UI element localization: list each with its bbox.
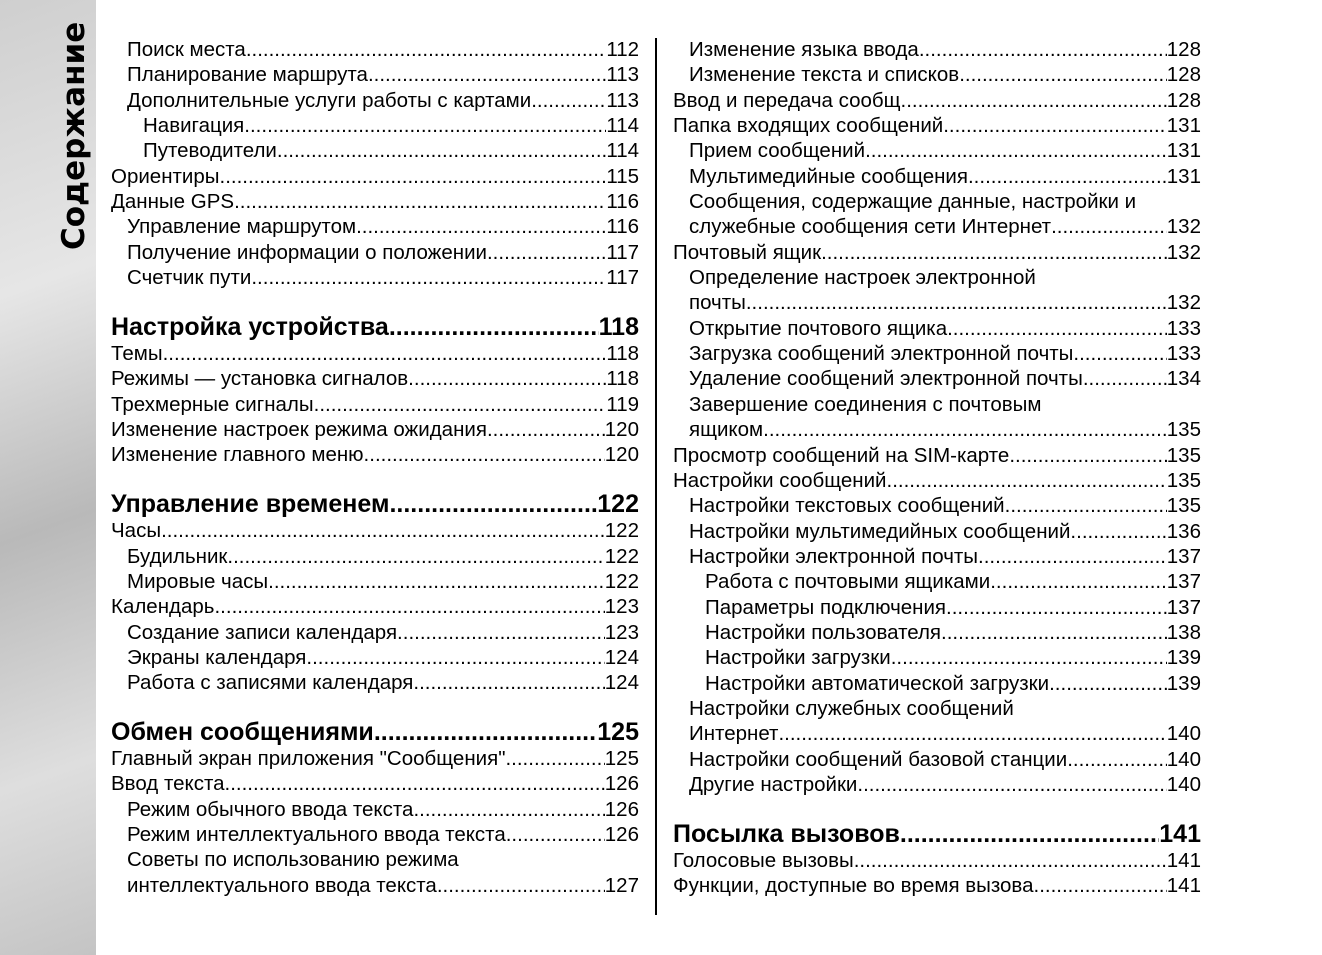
toc-entry-label: Ввод и передача сообщ <box>673 88 901 112</box>
toc-entry-first-line: Завершение соединения с почтовым <box>689 392 1042 416</box>
dot-leader <box>368 62 606 87</box>
toc-entry[interactable] <box>111 518 639 543</box>
dot-leader <box>408 366 606 391</box>
toc-entry-label: Другие настройки <box>689 772 858 796</box>
toc-page-number: 123 <box>604 595 639 619</box>
toc-entry-first-line: Определение настроек электронной <box>689 266 1036 290</box>
toc-entry[interactable] <box>111 265 639 290</box>
dot-leader <box>268 569 605 594</box>
toc-page-number: 120 <box>604 417 639 441</box>
toc-page-number: 119 <box>606 392 639 416</box>
toc-page-number: 116 <box>606 215 639 239</box>
toc-right-column <box>673 37 1201 899</box>
toc-page-number: 122 <box>604 544 639 568</box>
toc-page-number: 128 <box>1166 88 1201 112</box>
toc-entry-label: Настройки автоматической загрузки <box>705 671 1050 695</box>
toc-entry[interactable] <box>673 645 1201 670</box>
dot-leader <box>1083 366 1167 391</box>
dot-leader <box>364 442 605 467</box>
toc-page-number: 113 <box>606 63 639 87</box>
toc-entry[interactable] <box>673 747 1201 772</box>
dot-leader <box>978 544 1167 569</box>
toc-entry-label: Работа с записями календаря <box>127 671 414 695</box>
dot-leader <box>891 645 1167 670</box>
toc-entry-label: Изменение настроек режима ожидания <box>111 417 487 441</box>
dot-leader <box>389 491 597 518</box>
toc-page-number: 112 <box>606 38 639 61</box>
toc-entry-label: Изменение языка ввода <box>689 38 919 61</box>
dot-leader <box>251 265 606 290</box>
dot-leader <box>397 620 605 645</box>
toc-entry-label: Режимы — установка сигналов <box>111 367 409 391</box>
toc-entry[interactable] <box>673 113 1201 138</box>
dot-leader <box>487 417 605 442</box>
toc-page-number: 133 <box>1166 342 1201 366</box>
toc-entry[interactable] <box>673 569 1201 594</box>
toc-entry-label: Навигация <box>143 114 245 138</box>
toc-page-number: 116 <box>606 190 639 214</box>
toc-entry[interactable] <box>673 620 1201 645</box>
toc-entry-label: Режим интеллектуального ввода текста <box>127 823 506 847</box>
toc-entry-label: Функции, доступные во время вызова <box>673 874 1034 898</box>
toc-page-number: 128 <box>1166 38 1201 61</box>
toc-entry[interactable] <box>111 189 639 214</box>
toc-entry[interactable] <box>673 88 1201 113</box>
toc-entry[interactable] <box>111 164 639 189</box>
dot-leader <box>506 822 605 847</box>
toc-page-number: 113 <box>606 88 639 112</box>
toc-entry[interactable] <box>673 468 1201 493</box>
toc-entry-label: Создание записи календаря <box>127 620 398 644</box>
toc-entry[interactable] <box>111 417 639 442</box>
dot-leader <box>1067 747 1167 772</box>
toc-entry[interactable] <box>673 37 1201 62</box>
dot-leader <box>865 138 1167 163</box>
dot-leader <box>857 772 1166 797</box>
toc-page-number: 135 <box>1166 494 1201 518</box>
toc-entry-label: Изменение главного меню <box>111 443 364 467</box>
toc-entry-label: Открытие почтового ящика <box>689 316 948 340</box>
toc-page-number: 125 <box>604 747 639 771</box>
toc-entry-label: Планирование маршрута <box>127 63 368 87</box>
toc-entry-first-line: Сообщения, содержащие данные, настройки и <box>689 190 1137 214</box>
toc-entry[interactable] <box>673 671 1201 696</box>
toc-page-number: 137 <box>1166 595 1201 619</box>
toc-entry[interactable] <box>673 544 1201 569</box>
toc-entry[interactable] <box>673 848 1201 873</box>
toc-entry-label: Посылка вызовов <box>673 820 900 848</box>
toc-entry-label: интеллектуального ввода текста <box>127 873 437 897</box>
toc-entry[interactable] <box>673 214 1201 239</box>
toc-entry-label: Почтовый ящик <box>673 240 822 264</box>
toc-entry-label: Настройки электронной почты <box>689 544 979 568</box>
toc-page-number: 137 <box>1166 570 1201 594</box>
toc-entry[interactable] <box>111 138 639 163</box>
toc-entry[interactable] <box>111 442 639 467</box>
toc-entry[interactable] <box>111 620 639 645</box>
toc-page-number: 140 <box>1166 722 1201 746</box>
toc-entry[interactable] <box>111 62 639 87</box>
dot-leader <box>763 417 1167 442</box>
dot-leader <box>900 821 1159 848</box>
toc-page-number: 136 <box>1166 519 1201 543</box>
toc-entry[interactable] <box>673 721 1201 746</box>
dot-leader <box>246 37 607 62</box>
toc-entry-label: Ввод текста <box>111 772 225 796</box>
toc-page-number: 124 <box>604 671 639 695</box>
toc-section-heading[interactable] <box>673 821 1201 848</box>
toc-entry[interactable] <box>111 670 639 695</box>
toc-entry-label: ящиком <box>689 418 764 442</box>
toc-entry[interactable] <box>673 443 1201 468</box>
toc-page-number: 117 <box>606 266 639 290</box>
toc-page-number: 140 <box>1166 747 1201 771</box>
dot-leader <box>220 164 607 189</box>
toc-page-number: 140 <box>1166 772 1201 796</box>
dot-leader <box>389 314 599 341</box>
dot-leader <box>1070 519 1166 544</box>
toc-page-number: 128 <box>1166 63 1201 87</box>
toc-entry-label: Настройки текстовых сообщений <box>689 494 1005 518</box>
toc-page-number: 132 <box>1166 215 1201 239</box>
toc-entry[interactable] <box>673 873 1201 898</box>
toc-entry[interactable] <box>673 290 1201 315</box>
toc-entry-label: Управление временем <box>111 491 390 519</box>
toc-page-number: 139 <box>1166 646 1201 670</box>
dot-leader <box>505 746 604 771</box>
toc-page-number: 135 <box>1166 443 1201 467</box>
toc-page-number: 135 <box>1166 468 1201 492</box>
toc-entry-label: Управление маршрутом <box>127 215 357 239</box>
dot-leader <box>214 594 604 619</box>
toc-page-number: 123 <box>604 620 639 644</box>
toc-entry-label: Данные GPS <box>111 190 235 214</box>
toc-page-number: 135 <box>1166 418 1201 442</box>
toc-page-number: 122 <box>604 519 639 543</box>
toc-entry-label: Настройки мультимедийных сообщений <box>689 519 1071 543</box>
toc-entry[interactable] <box>673 772 1201 797</box>
toc-entry-label: почты <box>689 291 746 315</box>
dot-leader <box>531 88 606 113</box>
toc-entry[interactable] <box>111 113 639 138</box>
toc-page-number: 132 <box>1166 240 1201 264</box>
dot-leader <box>234 189 606 214</box>
toc-entry-label: Темы <box>111 341 163 365</box>
toc-entry[interactable] <box>111 240 639 265</box>
toc-page-number: 138 <box>1166 620 1201 644</box>
toc-page-number: 132 <box>1166 291 1201 315</box>
dot-leader <box>746 290 1167 315</box>
dot-leader <box>306 645 604 670</box>
toc-page-number: 120 <box>604 443 639 467</box>
toc-entry[interactable] <box>111 771 639 796</box>
dot-leader <box>225 771 605 796</box>
toc-entry[interactable] <box>673 417 1201 442</box>
toc-entry-label: Загрузка сообщений электронной почты <box>689 342 1074 366</box>
column-divider <box>655 38 657 915</box>
toc-section-heading[interactable] <box>111 491 639 518</box>
dot-leader <box>941 620 1167 645</box>
toc-entry-label: Трехмерные сигналы <box>111 392 314 416</box>
dot-leader <box>943 113 1167 138</box>
toc-page-number: 122 <box>604 569 639 593</box>
toc-entry-label: Мультимедийные сообщения <box>689 164 968 188</box>
toc-entry-label: Настройки пользователя <box>705 620 942 644</box>
toc-entry[interactable] <box>111 797 639 822</box>
toc-entry[interactable] <box>673 164 1201 189</box>
dot-leader <box>1034 873 1167 898</box>
toc-entry[interactable] <box>111 822 639 847</box>
dot-leader <box>968 164 1167 189</box>
toc-entry[interactable] <box>111 873 639 898</box>
toc-entry[interactable] <box>673 595 1201 620</box>
dot-leader <box>959 62 1167 87</box>
toc-entry[interactable] <box>673 240 1201 265</box>
toc-entry-label: Будильник <box>127 544 228 568</box>
toc-entry[interactable] <box>673 493 1201 518</box>
toc-entry-first-line: Советы по использованию режима <box>127 848 459 872</box>
dot-leader <box>413 797 604 822</box>
toc-page-number: 134 <box>1166 367 1201 391</box>
dot-leader <box>946 595 1167 620</box>
sidebar <box>0 0 96 955</box>
toc-page-number: 133 <box>1166 316 1201 340</box>
dot-leader <box>413 670 604 695</box>
toc-page-number: 141 <box>1159 820 1201 848</box>
toc-entry-label: Работа с почтовыми ящиками <box>705 570 991 594</box>
toc-entry-label: Экраны календаря <box>127 645 307 669</box>
dot-leader <box>854 848 1167 873</box>
dot-leader <box>919 37 1167 62</box>
toc-entry[interactable] <box>111 88 639 113</box>
toc-entry[interactable] <box>111 594 639 619</box>
toc-entry-label: Удаление сообщений электронной почты <box>689 367 1083 391</box>
toc-entry-label: Просмотр сообщений на SIM-карте <box>673 443 1010 467</box>
toc-entry-label: Папка входящих сообщений <box>673 114 944 138</box>
toc-entry-label: Главный экран приложения "Сообщения" <box>111 747 506 771</box>
dot-leader <box>244 113 606 138</box>
dot-leader <box>314 392 607 417</box>
toc-page-number: 139 <box>1166 671 1201 695</box>
dot-leader <box>1049 671 1167 696</box>
toc-page-number: 126 <box>604 823 639 847</box>
toc-entry[interactable] <box>673 138 1201 163</box>
toc-entry-label: Параметры подключения <box>705 595 947 619</box>
toc-entry[interactable] <box>111 645 639 670</box>
dot-leader <box>901 88 1167 113</box>
toc-entry[interactable] <box>673 316 1201 341</box>
toc-page-number: 118 <box>606 341 639 365</box>
dot-leader <box>1051 214 1167 239</box>
dot-leader <box>821 240 1167 265</box>
toc-entry-label: Настройки сообщений базовой станции <box>689 747 1068 771</box>
toc-entry[interactable] <box>111 569 639 594</box>
toc-page-number: 115 <box>606 164 639 188</box>
toc-entry-label: Мировые часы <box>127 569 269 593</box>
toc-page-number: 137 <box>1166 544 1201 568</box>
toc-entry[interactable] <box>111 746 639 771</box>
toc-entry-label: Настройки загрузки <box>705 646 891 670</box>
dot-leader <box>437 873 605 898</box>
toc-entry-label: Настройка устройства <box>111 313 389 341</box>
section-title: Содержание <box>56 21 92 250</box>
toc-page-number: 131 <box>1166 114 1201 138</box>
dot-leader <box>887 468 1167 493</box>
toc-entry[interactable] <box>673 62 1201 87</box>
dot-leader <box>778 721 1166 746</box>
toc-entry-label: Прием сообщений <box>689 139 866 163</box>
toc-page-number: 117 <box>606 240 639 264</box>
toc-page-number: 118 <box>598 313 639 341</box>
toc-page-number: 131 <box>1166 139 1201 163</box>
toc-entry[interactable] <box>111 341 639 366</box>
toc-entry-label: Часы <box>111 519 162 543</box>
toc-entry-label: Дополнительные услуги работы с картами <box>127 88 532 112</box>
dot-leader <box>947 316 1167 341</box>
toc-page-number: 122 <box>597 491 639 519</box>
toc-section-heading[interactable] <box>111 719 639 746</box>
toc-page-number: 127 <box>604 873 639 897</box>
toc-page-number: 118 <box>606 367 639 391</box>
dot-leader <box>1005 493 1167 518</box>
toc-entry-label: Интернет <box>689 722 779 746</box>
toc-entry-label: Обмен сообщениями <box>111 719 374 747</box>
toc-page-number: 141 <box>1166 848 1201 872</box>
toc-entry-label: Поиск места <box>127 38 246 61</box>
toc-entry[interactable] <box>111 214 639 239</box>
toc-entry-label: Ориентиры <box>111 164 220 188</box>
toc-section-heading[interactable] <box>111 314 639 341</box>
toc-entry[interactable] <box>673 341 1201 366</box>
toc-entry[interactable] <box>111 366 639 391</box>
toc-entry-label: Изменение текста и списков <box>689 63 960 87</box>
toc-entry-label: Получение информации о положении <box>127 240 487 264</box>
toc-entry-label: Счетчик пути <box>127 266 252 290</box>
toc-entry[interactable] <box>673 366 1201 391</box>
toc-page-number: 141 <box>1166 874 1201 898</box>
toc-entry-label: Режим обычного ввода текста <box>127 797 414 821</box>
toc-page-number: 114 <box>606 114 639 138</box>
dot-leader <box>163 341 607 366</box>
dot-leader <box>990 569 1167 594</box>
toc-left-column <box>111 37 639 898</box>
toc-entry-label: Путеводители <box>143 139 277 163</box>
toc-entry[interactable] <box>111 37 639 62</box>
toc-page-number: 124 <box>604 645 639 669</box>
toc-page-number: 114 <box>606 139 639 163</box>
toc-entry-label: служебные сообщения сети Интернет <box>689 215 1052 239</box>
toc-entry[interactable] <box>673 519 1201 544</box>
dot-leader <box>277 138 606 163</box>
toc-page-number: 131 <box>1166 164 1201 188</box>
dot-leader <box>1009 443 1166 468</box>
dot-leader <box>487 240 606 265</box>
toc-entry[interactable] <box>111 392 639 417</box>
toc-entry-label: Календарь <box>111 595 215 619</box>
toc-entry-label: Голосовые вызовы <box>673 848 854 872</box>
dot-leader <box>227 544 604 569</box>
toc-entry-label: Настройки сообщений <box>673 468 887 492</box>
toc-page-number: 126 <box>604 797 639 821</box>
toc-page-number: 125 <box>597 719 639 747</box>
dot-leader <box>1073 341 1166 366</box>
toc-page-number: 126 <box>604 772 639 796</box>
dot-leader <box>374 719 597 746</box>
toc-entry[interactable] <box>111 544 639 569</box>
toc-entry-first-line: Настройки служебных сообщений <box>689 696 1014 720</box>
dot-leader <box>161 518 605 543</box>
dot-leader <box>356 214 606 239</box>
